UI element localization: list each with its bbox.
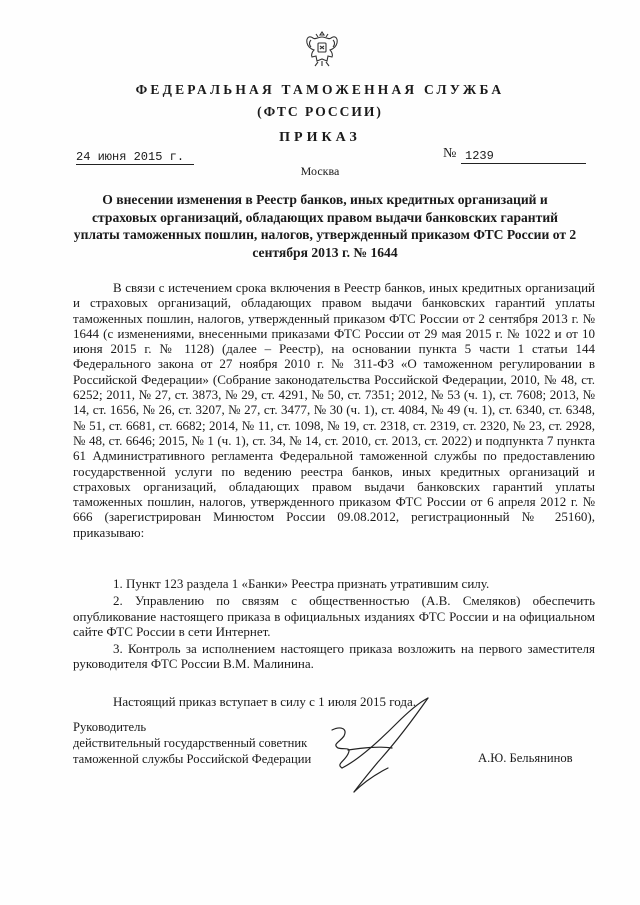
effective-date-statement: Настоящий приказ вступает в силу с 1 июля 2015 года. — [113, 694, 417, 709]
preamble-paragraph: В связи с истечением срока включения в Реестр банков, иных кредитных организаций и страховых организаций, обладающих правом выдачи банковских гарантий уплаты таможенных пошлин, налогов, утвержденный приказом ФТС России от 2 сентября 2013 г. № 1644 (с изменениями, внесенными приказами ФТС России от 29 мая 2015 г. № 1022 и от 10 июня 2015 г. № 1128) (далее – Реестр), на основании пункта 5 части 1 статьи 144 Федерального закона от 27 ноября 2010 г. № 311-ФЗ «О таможенном регулировании в Российской Федерации» (Собрание законодательства Российской Федерации, 2010, № 48, ст. 6252; 2011, № 27, ст. 3873, № 29, ст. 4291, № 50, ст. 7351; 2012, № 53 (ч. 1), ст. 7608; 2013, № 14, ст. 1656, № 26, ст. 3207, № 27, ст. 3477, № 30 (ч. 1), ст. 4084, № 49 (ч. 1), ст. 6340, ст. 6348, № 51, ст. 6681, ст. 6682; 2014, № 11, ст. 1098, № 19, ст. 2318, ст. 2319, ст. 2320, № 23, ст. 2928, № 48, ст. 6646; 2015, № 1 (ч. 1), ст. 34, № 14, ст. 2010, ст. 2013, ст. 2022) и подпункта 7 пункта 61 Административного регламента Федеральной таможенной службы по предоставлению государственной услуги по ведению реестра банков, иных кредитных организаций и страховых организаций, обладающих правом выдачи банковских гарантий уплаты таможенных пошлин, налогов, утвержденного приказом ФТС России от 6 апреля 2012 г. № 666 (зарегистрирован Минюстом России 09.08.2012, регистрационный № 25160), приказываю: — [73, 280, 595, 540]
order-item: 2. Управлению по связям с общественностью (А.В. Смеляков) обеспечить опубликование настоящего приказа в официальных изданиях ФТС России и на официальном сайте ФТС России в сети Интернет. — [73, 593, 595, 639]
signer-title-line: Руководитель — [73, 720, 147, 734]
document-date: 24 июня 2015 г. — [76, 150, 194, 165]
document-number: 1239 — [461, 149, 586, 164]
signer-name: А.Ю. Бельянинов — [478, 751, 573, 765]
signer-title-line: таможенной службы Российской Федерации — [73, 752, 312, 766]
order-item: 3. Контроль за исполнением настоящего приказа возложить на первого заместителя руководителя ФТС России В.М. Малинина. — [73, 641, 595, 672]
document-city: Москва — [300, 164, 340, 178]
signer-title — [73, 719, 311, 767]
document-title: О внесении изменения в Реестр банков, иных кредитных организаций и страховых организаций, обладающих правом выдачи банковских гарантий уплаты таможенных пошлин, налогов, утвержденный приказом ФТС России от 2 сентября 2013 г. № 1644 — [73, 192, 577, 260]
order-items — [73, 576, 595, 674]
agency-short-name: (ФТС РОССИИ) — [257, 104, 383, 119]
number-sign: № — [443, 146, 457, 161]
signer-title-line: действительный государственный советник — [73, 736, 308, 750]
document-type: ПРИКАЗ — [279, 130, 361, 145]
agency-name: ФЕДЕРАЛЬНАЯ ТАМОЖЕННАЯ СЛУЖБА — [135, 82, 505, 97]
handwritten-signature-icon — [318, 690, 448, 800]
double-headed-eagle-emblem-icon — [303, 28, 341, 68]
document-body — [73, 280, 595, 540]
order-item: 1. Пункт 123 раздела 1 «Банки» Реестра признать утратившим силу. — [113, 576, 490, 591]
